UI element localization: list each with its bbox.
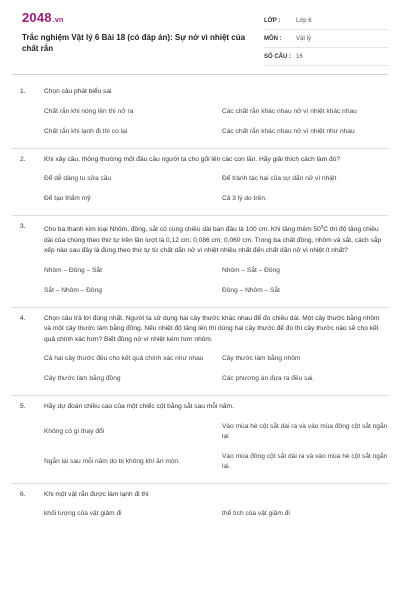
meta-key: LỚP : — [264, 17, 281, 24]
answer-option-c[interactable]: Để tạo thẩm mỹ — [44, 195, 91, 202]
answer-option-d[interactable]: Cả 3 lý do trên. — [222, 195, 267, 202]
question-number: 6. — [20, 490, 26, 498]
meta-key: SỐ CÂU : — [264, 53, 291, 60]
question-number: 2. — [20, 155, 26, 163]
header — [12, 0, 388, 75]
answer-option-a[interactable]: Để dễ dàng tu sửa cầu — [44, 175, 112, 182]
question-number: 4. — [20, 314, 26, 322]
answer-option-d[interactable]: Các chất rắn khác nhau nở vì nhiệt như nhau — [222, 127, 355, 135]
question-4 — [12, 308, 388, 397]
question-body: Chọn câu phát biểu sai — [44, 88, 112, 95]
answer-option-b[interactable]: Cây thước làm bằng nhôm — [222, 355, 301, 363]
question-body: Khi một vật rắn được làm lạnh đi thì — [44, 490, 149, 498]
question-number: 5. — [20, 403, 26, 411]
site-logo[interactable]: 2048.vn — [22, 10, 64, 25]
answer-option-d[interactable]: Các phương án đưa ra đều sai. — [222, 375, 315, 383]
meta-row-subject — [264, 30, 388, 48]
answer-option-a[interactable]: Cả hai cây thước đều cho kết quả chính xác như nhau — [44, 355, 204, 363]
answer-option-c[interactable]: Ngắn lại sau mỗi năm do bị không khí ăn mòn. — [44, 457, 180, 465]
answer-option-c[interactable]: Cây thước làm bằng đồng — [44, 375, 121, 383]
answer-option-a[interactable]: khối lượng của vật giảm đi — [44, 510, 122, 518]
answer-option-c[interactable]: Sắt – Nhôm – Đồng — [44, 286, 102, 294]
meta-value: Lớp 6 — [296, 17, 312, 24]
answer-option-d[interactable]: Vào mùa đông cột sắt dài ra và vào mùa hè cột sắt ngắn lại. — [222, 452, 388, 470]
meta-table — [264, 12, 388, 66]
meta-key: MÔN : — [264, 35, 282, 42]
meta-row-count — [264, 48, 388, 66]
answer-option-a[interactable]: Nhôm – Đồng – Sắt — [44, 266, 102, 274]
question-5 — [12, 396, 388, 484]
question-6 — [12, 484, 388, 531]
question-body: Chọn câu trả lời đúng nhất. Người ta sử dụng hai cây thước khác nhau để đo chiều dài. Một cây thước bằng nhôm và một cây thước làm bằng đồng. Nếu nhiệt độ tăng lên thì dùng hai cây thước để đo thì cây thước nào sẽ cho kết quả chính xác hơn? Biết đồng nở vì nhiệt kém hơn nhôm. — [44, 314, 380, 343]
question-text — [12, 314, 388, 346]
question-list — [12, 75, 388, 530]
answer-options — [12, 102, 388, 142]
meta-value: 16 — [296, 53, 303, 60]
question-text — [12, 490, 388, 501]
answer-option-b[interactable]: thể tích của vật giảm đi — [222, 510, 290, 518]
question-1 — [12, 81, 388, 149]
answer-option-d[interactable]: Đồng – Nhôm – Sắt — [222, 286, 280, 294]
answer-option-c[interactable]: Chất rắn khi lạnh đi thì co lại — [44, 127, 128, 135]
meta-row-class — [264, 12, 388, 30]
question-text — [12, 402, 388, 413]
question-text — [12, 155, 388, 166]
page-title: Trắc nghiệm Vật lý 6 Bài 18 (có đáp án): Sự nở vì nhiệt của chất rắn — [22, 33, 246, 53]
question-body: Hãy dự đoán chiều cao của một chiếc cột bằng sắt sau mỗi năm. — [44, 403, 234, 411]
answer-options — [12, 417, 388, 477]
answer-options — [12, 261, 388, 301]
answer-option-a[interactable]: Không có gì thay đổi — [44, 427, 105, 435]
answer-option-a[interactable]: Chất rắn khi nóng lên thì nở ra — [44, 107, 134, 115]
answer-options — [12, 504, 388, 524]
question-body: Cho ba thanh kim loại Nhôm, đồng, sắt có cùng chiều dài ban đầu là 100 cm. Khi tăng thêm $50^0C$ thì độ tăng chiều dài của chúng theo thứ tự trên lần lượt là 0,12 cm; 0,086 cm; 0,060 cm. Trong ba chất đồng, nhôm và sắt, cách sắp xếp nào sau đây là đúng theo thứ tự từ chất dãn nở vì nhiệt nhiều nhất đến chất dãn nở vì nhiệt ít nhất? — [44, 224, 382, 255]
answer-option-b[interactable]: Các chất rắn khác nhau nở vì nhiệt khác nhau — [222, 107, 357, 115]
answer-option-b[interactable]: Vào mùa hè cột sắt dài ra và vào mùa đông cột sắt ngắn lại — [222, 422, 388, 440]
question-3 — [12, 216, 388, 308]
answer-option-b[interactable]: Nhôm – Sắt – Đồng — [222, 266, 280, 274]
question-body: Khi xây cầu, thông thường một đầu cầu người ta cho gối lên các con lăn. Hãy giải thích cách làm đó? — [44, 155, 341, 163]
answer-options — [12, 169, 388, 209]
question-text — [12, 87, 388, 98]
question-2 — [12, 149, 388, 217]
question-number: 1. — [20, 88, 26, 95]
question-text — [12, 222, 388, 257]
meta-value: Vật lý — [296, 35, 312, 42]
answer-options — [12, 349, 388, 389]
question-number: 3. — [20, 223, 26, 230]
answer-option-b[interactable]: Để tránh tác hại của sự dãn nở vì nhiệt — [222, 175, 337, 182]
